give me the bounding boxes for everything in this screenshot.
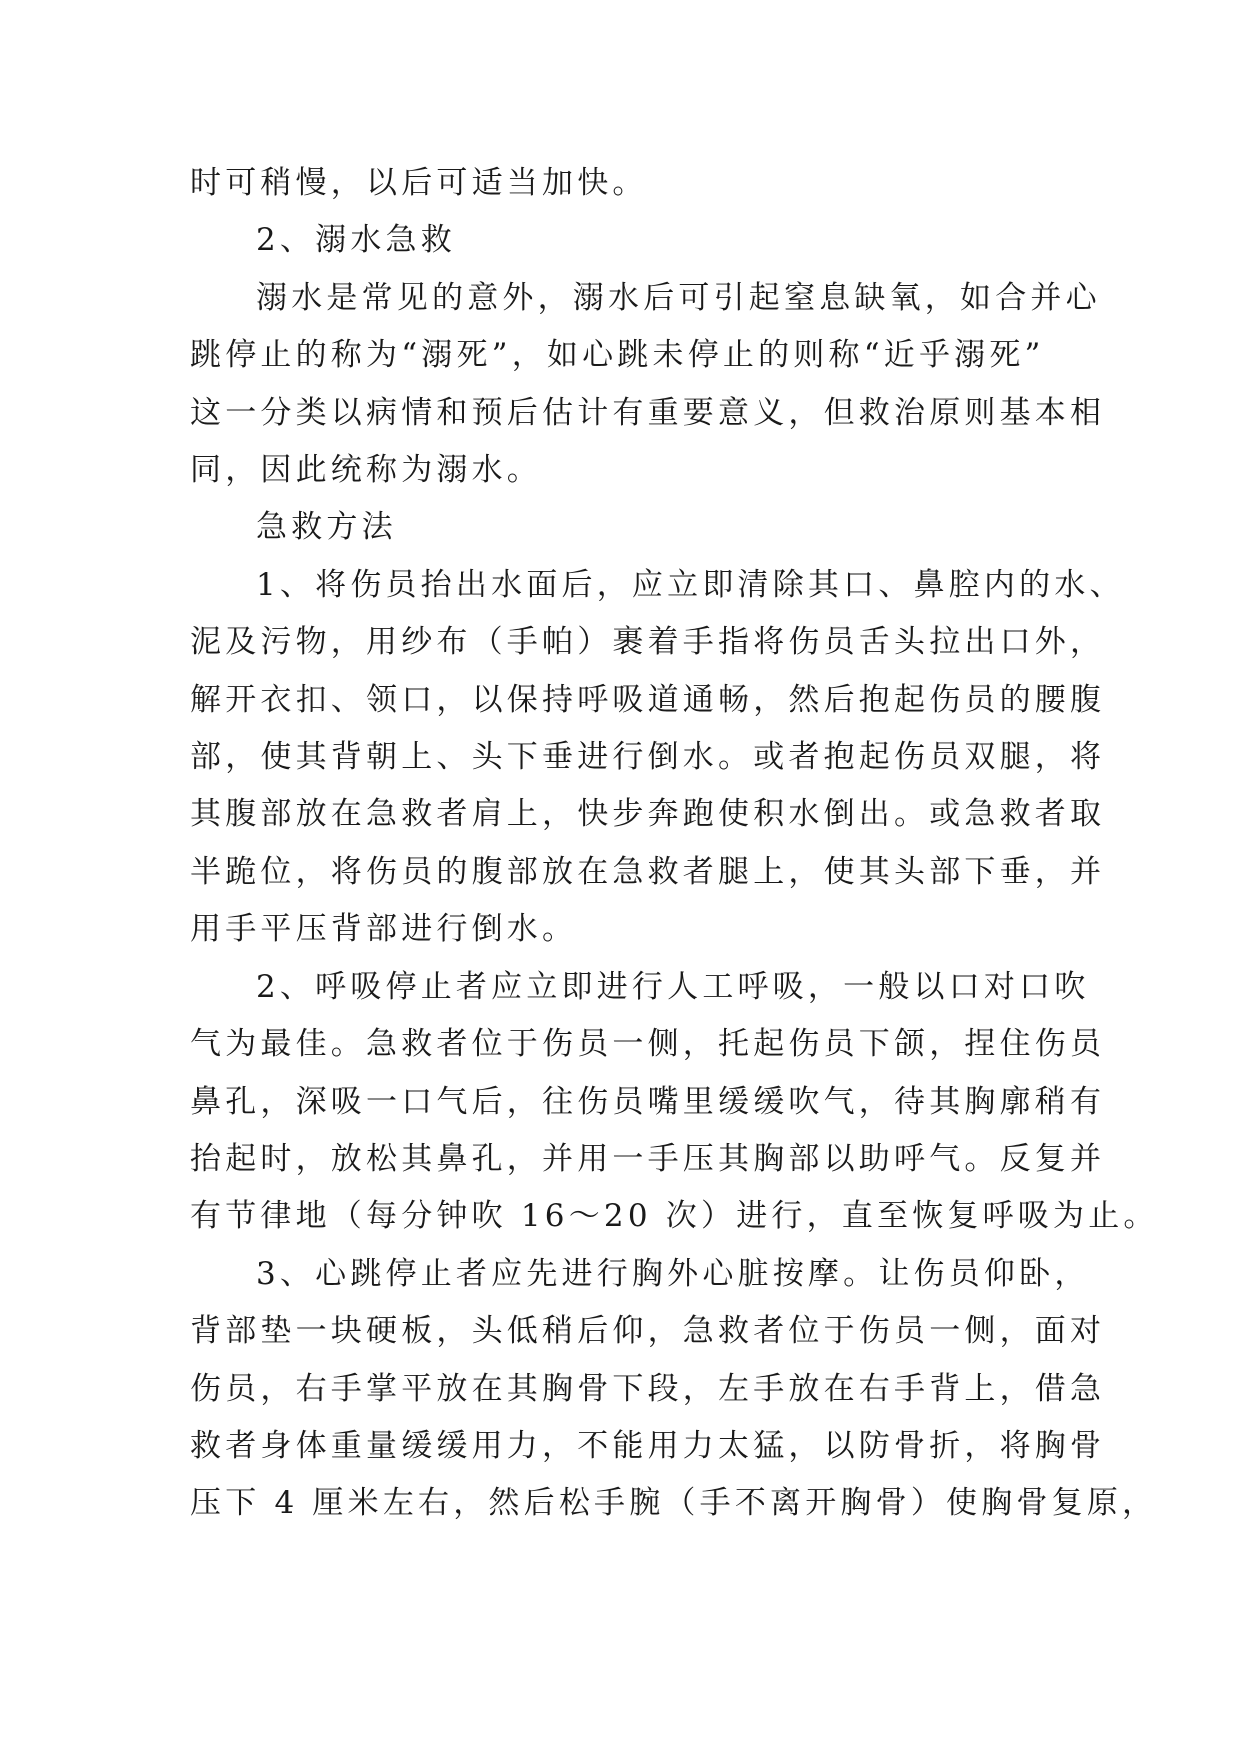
text-line: 跳停止的称为“溺死”，如心跳未停止的则称“近乎溺死” xyxy=(190,337,1045,374)
text-line: 伤员，右手掌平放在其胸骨下段，左手放在右手背上，借急 xyxy=(190,1370,1106,1407)
text-line: 其腹部放在急救者肩上，快步奔跑使积水倒出。或急救者取 xyxy=(190,796,1106,833)
text-line: 这一分类以病情和预后估计有重要意义，但救治原则基本相 xyxy=(190,394,1106,431)
text-line: 半跪位，将伤员的腹部放在急救者腿上，使其头部下垂，并 xyxy=(190,853,1106,890)
document-body xyxy=(190,155,1159,1533)
text-line: 抬起时，放松其鼻孔，并用一手压其胸部以助呼气。反复并 xyxy=(190,1140,1106,1177)
text-line: 解开衣扣、领口，以保持呼吸道通畅，然后抱起伤员的腰腹 xyxy=(190,681,1106,718)
subheading-first-aid-method: 急救方法 xyxy=(256,509,397,546)
text-line: 时可稍慢，以后可适当加快。 xyxy=(190,165,648,201)
section-heading-drowning: 2、溺水急救 xyxy=(256,222,456,259)
text-line: 鼻孔，深吸一口气后，往伤员嘴里缓缓吹气，待其胸廓稍有 xyxy=(190,1083,1106,1120)
text-line: 泥及污物，用纱布（手帕）裹着手指将伤员舌头拉出口外， xyxy=(190,624,1106,661)
text-line: 背部垫一块硬板，头低稍后仰，急救者位于伤员一侧，面对 xyxy=(190,1313,1106,1350)
text-line: 同，因此统称为溺水。 xyxy=(190,452,542,489)
text-line: 溺水是常见的意外，溺水后可引起窒息缺氧，如合并心 xyxy=(256,279,1101,316)
text-line: 部，使其背朝上、头下垂进行倒水。或者抱起伤员双腿，将 xyxy=(190,739,1106,776)
text-line: 1、将伤员抬出水面后，应立即清除其口、鼻腔内的水、 xyxy=(256,566,1125,603)
text-line: 3、心跳停止者应先进行胸外心脏按摩。让伤员仰卧， xyxy=(256,1255,1090,1292)
text-line: 有节律地（每分钟吹 16～20 次）进行，直至恢复呼吸为止。 xyxy=(190,1198,1159,1235)
text-line: 2、呼吸停止者应立即进行人工呼吸，一般以口对口吹 xyxy=(256,968,1090,1005)
text-line: 气为最佳。急救者位于伤员一侧，托起伤员下颌，捏住伤员 xyxy=(190,1026,1106,1063)
text-line: 救者身体重量缓缓用力，不能用力太猛，以防骨折，将胸骨 xyxy=(190,1427,1106,1464)
text-line: 压下 4 厘米左右，然后松手腕（手不离开胸骨）使胸骨复原， xyxy=(190,1485,1158,1522)
text-line: 用手平压背部进行倒水。 xyxy=(190,911,578,948)
